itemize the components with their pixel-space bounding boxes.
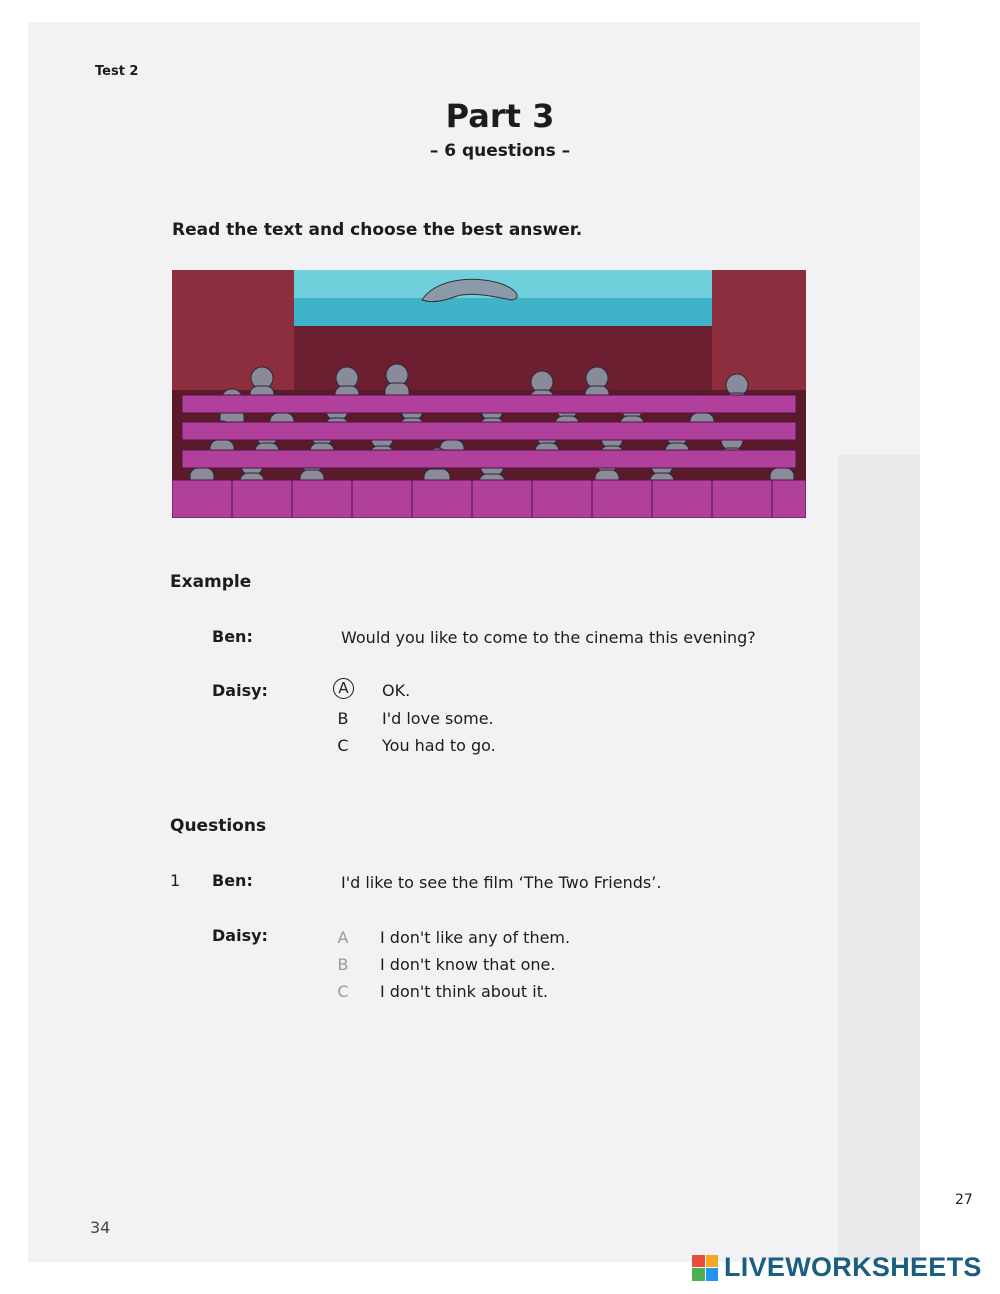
example-option-b-letter[interactable]: B — [337, 709, 349, 728]
question-option-a-letter[interactable]: A — [337, 928, 349, 947]
question-number: 1 — [170, 871, 181, 890]
example-speaker-daisy: Daisy: — [212, 681, 268, 700]
example-option-c-text: You had to go. — [382, 736, 496, 755]
test-label: Test 2 — [95, 64, 139, 79]
question-option-b-text[interactable]: I don't know that one. — [380, 955, 556, 974]
liveworksheets-brand-text: LIVEWORKSHEETS — [724, 1252, 982, 1282]
example-option-a-circled[interactable]: A — [333, 678, 354, 699]
questions-heading: Questions — [170, 816, 267, 836]
example-option-a-text: OK. — [382, 681, 411, 700]
example-heading: Example — [170, 572, 252, 592]
question-speaker-ben: Ben: — [212, 871, 253, 890]
question-option-c-letter[interactable]: C — [337, 982, 349, 1001]
question-option-a-text[interactable]: I don't like any of them. — [380, 928, 571, 947]
question-line: I'd like to see the film ‘The Two Friends’. — [341, 873, 662, 892]
example-speaker-ben: Ben: — [212, 627, 253, 646]
example-question-line: Would you like to come to the cinema this evening? — [341, 628, 756, 647]
part-subtitle: – 6 questions – — [429, 141, 571, 161]
example-option-c-letter[interactable]: C — [337, 736, 349, 755]
instruction-text: Read the text and choose the best answer. — [172, 220, 583, 240]
question-option-b-letter[interactable]: B — [337, 955, 349, 974]
page-shadow — [838, 455, 920, 1260]
outer-margin — [920, 0, 1000, 1294]
question-speaker-daisy: Daisy: — [212, 926, 268, 945]
liveworksheets-logo-icon — [692, 1255, 718, 1281]
cinema-illustration — [172, 270, 806, 518]
page-number-left: 34 — [90, 1218, 111, 1237]
question-option-c-text[interactable]: I don't think about it. — [380, 982, 549, 1001]
example-option-b-text: I'd love some. — [382, 709, 494, 728]
liveworksheets-logo[interactable] — [692, 1252, 982, 1283]
part-title: Part 3 — [445, 97, 555, 135]
page-number-right: 27 — [955, 1192, 973, 1208]
